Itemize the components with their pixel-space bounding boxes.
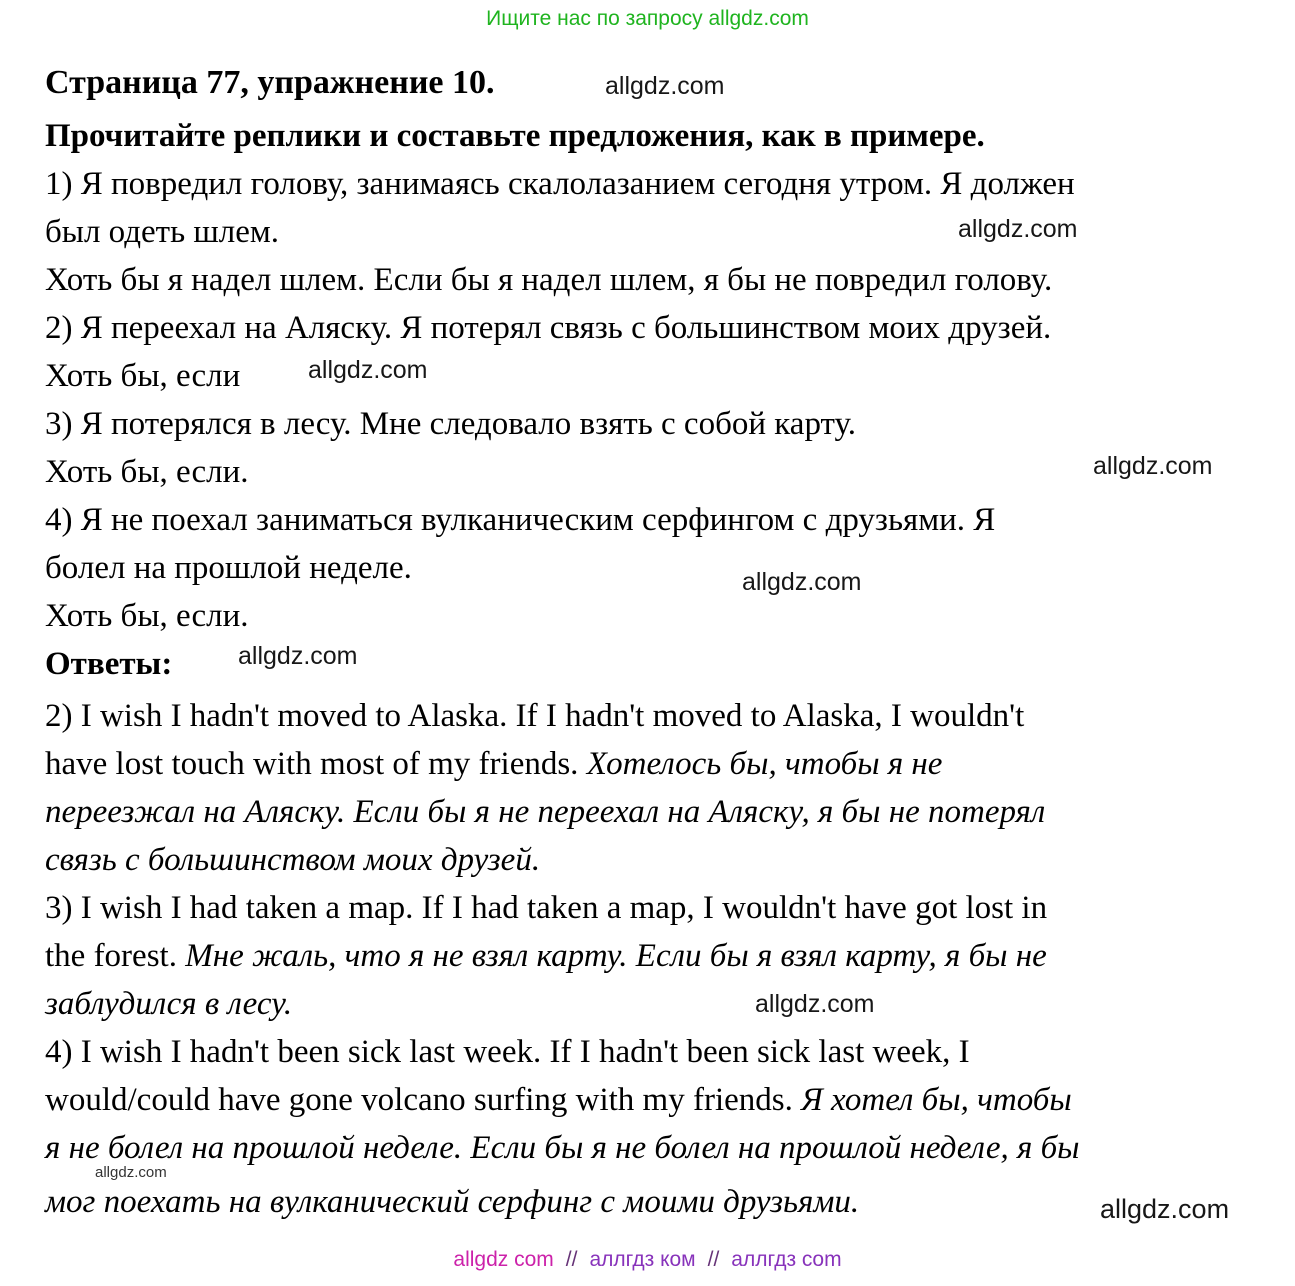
answer3-line-1: [45, 884, 1260, 932]
page-title: Страница 77, упражнение 10.: [45, 64, 495, 101]
text-run: был одеть шлем.: [45, 214, 280, 250]
italic-run: переезжал на Аляску. Если бы я не переехал на Аляску, я бы не потерял: [45, 794, 1046, 830]
italic-run: заблудился в лесу.: [45, 986, 293, 1022]
task4-hint-line: [45, 592, 1260, 640]
task1-line-2: [45, 208, 1260, 256]
text-run: 3) I wish I had taken a map. If I had taken a map, I wouldn't have got lost in: [45, 890, 1048, 926]
italic-run: я не болел на прошлой неделе. Если бы я не болел на прошлой неделе, я бы: [45, 1130, 1080, 1166]
italic-run: мог поехать на вулканический серфинг с моими друзьями.: [45, 1184, 860, 1220]
text-run: 1) Я повредил голову, занимаясь скалолазанием сегодня утром. Я должен: [45, 166, 1075, 202]
task2-line: [45, 304, 1260, 352]
italic-run: Хотелось бы, чтобы я не: [586, 746, 943, 782]
text-run: have lost touch with most of my friends.: [45, 746, 587, 782]
footer-part-1: allgdz com: [453, 1248, 554, 1271]
text-run: would/could have gone volcano surfing with my friends.: [45, 1082, 802, 1118]
italic-run: Я хотел бы, чтобы: [801, 1082, 1072, 1118]
answers-heading-line: [45, 640, 1260, 688]
text-run: Хоть бы я надел шлем. Если бы я надел шлем, я бы не повредил голову.: [45, 262, 1053, 298]
text-run: 2) Я переехал на Аляску. Я потерял связь с большинством моих друзей.: [45, 310, 1052, 346]
footer-part-3: аллгдз com: [731, 1248, 842, 1271]
text-run: болел на прошлой неделе.: [45, 550, 412, 586]
top-search-banner: Ищите нас по запросу allgdz.com: [486, 7, 809, 30]
italic-run: Мне жаль, что я не взял карту. Если бы я взял карту, я бы не: [185, 938, 1047, 974]
watermark-task4: allgdz.com: [742, 568, 862, 596]
watermark-answer3: allgdz.com: [755, 990, 875, 1018]
watermark-task1: allgdz.com: [958, 215, 1078, 243]
task1-line-1: [45, 160, 1260, 208]
text-run: 3) Я потерялся в лесу. Мне следовало взять с собой карту.: [45, 406, 856, 442]
task3-line: [45, 400, 1260, 448]
watermark-answers: allgdz.com: [238, 642, 358, 670]
answer2-line-1: [45, 692, 1260, 740]
text-run: 2) I wish I hadn't moved to Alaska. If I hadn't moved to Alaska, I wouldn't: [45, 698, 1025, 734]
answers-heading: Ответы:: [45, 646, 173, 682]
watermark-title: allgdz.com: [605, 72, 725, 100]
document-content: [45, 60, 1260, 1226]
text-run: 4) I wish I hadn't been sick last week. If I hadn't been sick last week, I: [45, 1034, 970, 1070]
footer-part-2: аллгдз ком: [589, 1248, 696, 1271]
text-run: Хоть бы, если.: [45, 598, 249, 634]
answer4-line-4: [45, 1178, 1260, 1226]
answer4-line-2: [45, 1076, 1260, 1124]
text-run: the forest.: [45, 938, 186, 974]
answer2-line-3: [45, 788, 1260, 836]
task1-example-line: [45, 256, 1260, 304]
footer-banner: [0, 1248, 1295, 1272]
answer4-line-3: [45, 1124, 1260, 1172]
text-run: Хоть бы, если.: [45, 454, 249, 490]
task4-line-2: [45, 544, 1260, 592]
answer4-line-1: [45, 1028, 1260, 1076]
instruction-line: [45, 112, 1260, 160]
text-run: 4) Я не поехал заниматься вулканическим серфингом с друзьями. Я: [45, 502, 996, 538]
watermark-small: allgdz.com: [95, 1164, 167, 1181]
watermark-bottom-right: allgdz.com: [1100, 1194, 1230, 1224]
answer3-line-2: [45, 932, 1260, 980]
footer-separator-1: //: [565, 1248, 578, 1271]
footer-separator-2: //: [707, 1248, 720, 1271]
watermark-task3: allgdz.com: [1093, 452, 1213, 480]
text-run: Хоть бы, если: [45, 358, 241, 394]
task4-line-1: [45, 496, 1260, 544]
task2-hint-line: [45, 352, 1260, 400]
task3-hint-line: [45, 448, 1260, 496]
watermark-task2: allgdz.com: [308, 356, 428, 384]
answer2-line-4: [45, 836, 1260, 884]
italic-run: связь с большинством моих друзей.: [45, 842, 541, 878]
answer2-line-2: [45, 740, 1260, 788]
answer3-line-3: [45, 980, 1260, 1028]
instruction-text: Прочитайте реплики и составьте предложения, как в примере.: [45, 118, 985, 154]
